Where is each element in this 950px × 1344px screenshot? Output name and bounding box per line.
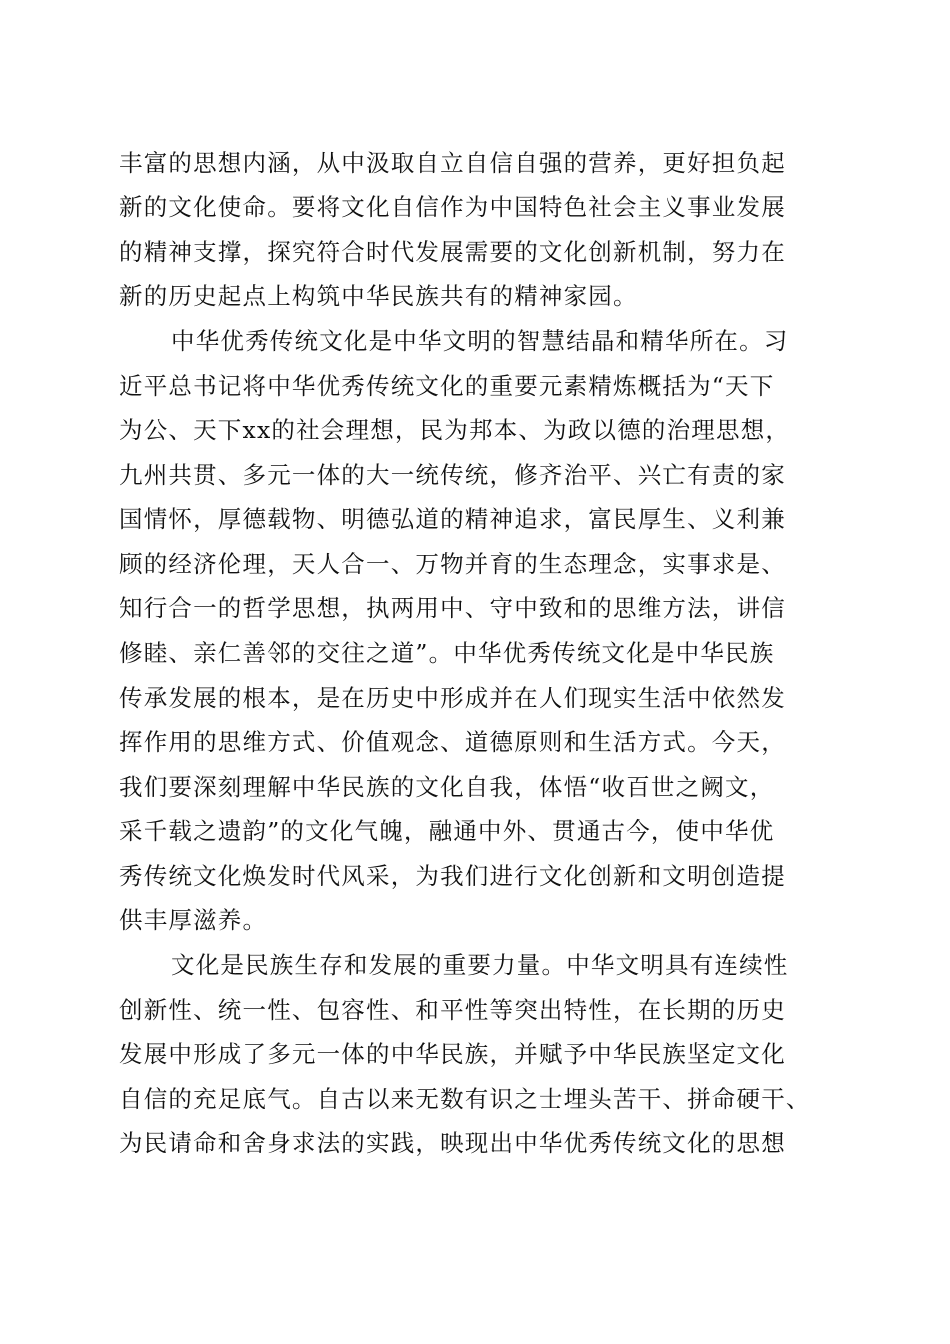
- text-line: 修睦、亲仁善邻的交往之道”。中华优秀传统文化是中华民族: [119, 639, 775, 667]
- text-line: 秀传统文化焕发时代风采，为我们进行文化创新和文明创造提: [119, 862, 786, 890]
- text-line: 我们要深刻理解中华民族的文化自我，体悟“收百世之阙文，: [119, 773, 775, 801]
- text-line: 丰富的思想内涵，从中汲取自立自信自强的营养，更好担负起: [119, 149, 786, 177]
- text-line: 近平总书记将中华优秀传统文化的重要元素精炼概括为“天下: [119, 372, 775, 400]
- text-line: 挥作用的思维方式、价值观念、道德原则和生活方式。今天，: [119, 728, 786, 756]
- text-line: 为公、天下xx的社会理想，民为邦本、为政以德的治理思想，: [119, 416, 791, 444]
- text-line: 知行合一的哲学思想，执两用中、守中致和的思维方法，讲信: [119, 594, 786, 622]
- text-line: 新的历史起点上构筑中华民族共有的精神家园。: [119, 282, 638, 310]
- text-line: 国情怀，厚德载物、明德弘道的精神追求，富民厚生、义利兼: [119, 505, 786, 533]
- text-line: 自信的充足底气。自古以来无数有识之士埋头苦干、拼命硬干、: [119, 1085, 811, 1113]
- text-line: 发展中形成了多元一体的中华民族，并赋予中华民族坚定文化: [119, 1040, 786, 1068]
- text-line: 文化是民族生存和发展的重要力量。中华文明具有连续性: [171, 951, 789, 979]
- text-line: 采千载之遗韵”的文化气魄，融通中外、贯通古今，使中华优: [119, 817, 775, 845]
- text-line: 的精神支撑，探究符合时代发展需要的文化创新机制，努力在: [119, 238, 786, 266]
- text-line: 传承发展的根本，是在历史中形成并在人们现实生活中依然发: [119, 684, 786, 712]
- text-line: 九州共贯、多元一体的大一统传统，修齐治平、兴亡有责的家: [119, 461, 786, 489]
- text-line: 创新性、统一性、包容性、和平性等突出特性，在长期的历史: [119, 996, 786, 1024]
- text-line: 中华优秀传统文化是中华文明的智慧结晶和精华所在。习: [171, 327, 789, 355]
- text-line: 顾的经济伦理，天人合一、万物并育的生态理念，实事求是、: [119, 550, 786, 578]
- text-line: 为民请命和舍身求法的实践，映现出中华优秀传统文化的思想: [119, 1129, 786, 1157]
- text-line: 新的文化使命。要将文化自信作为中国特色社会主义事业发展: [119, 193, 786, 221]
- text-line: 供丰厚滋养。: [119, 906, 268, 934]
